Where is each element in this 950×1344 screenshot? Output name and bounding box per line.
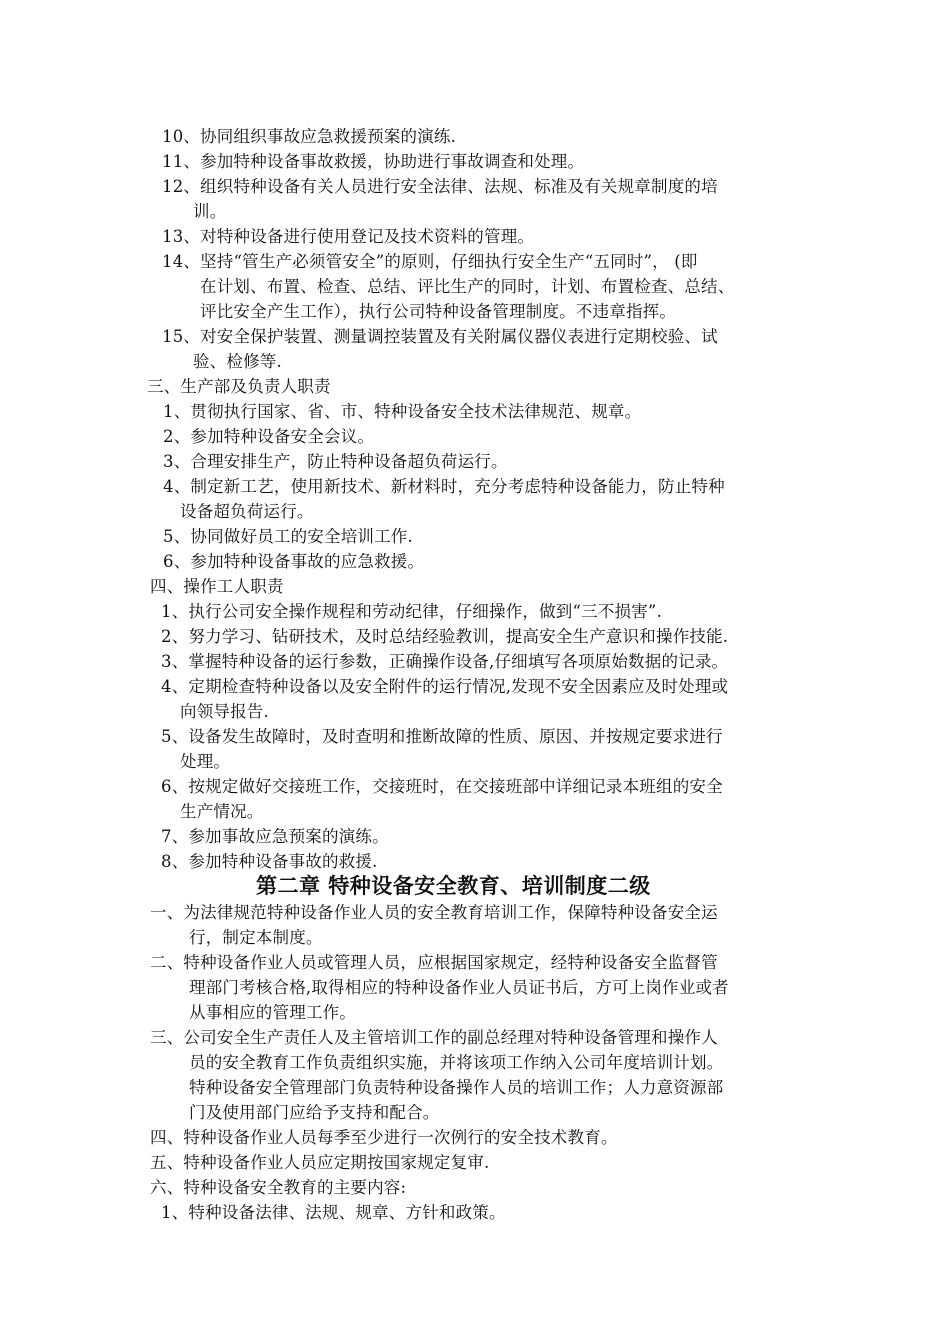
text-line: 验、检修等. xyxy=(193,352,282,371)
text-line: 生产情况。 xyxy=(180,802,264,821)
text-line: 评比安全产生工作），执行公司特种设备管理制度。不违章指挥。 xyxy=(200,302,677,321)
text-line: 8、参加特种设备事故的救援. xyxy=(161,852,378,871)
chapter-heading: 第二章 特种设备安全教育、培训制度二级 xyxy=(256,873,651,898)
text-line: 3、掌握特种设备的运行参数，正确操作设备,仔细填写各项原始数据的记录。 xyxy=(161,652,729,671)
text-line: 5、设备发生故障时，及时查明和推断故障的性质、原因、并按规定要求进行 xyxy=(161,727,723,746)
text-line: 四、特种设备作业人员每季至少进行一次例行的安全技术教育。 xyxy=(150,1128,618,1147)
text-line: 10、协同组织事故应急救援预案的演练. xyxy=(162,127,457,146)
text-line: 一、为法律规范特种设备作业人员的安全教育培训工作，保障特种设备安全运 xyxy=(150,903,718,922)
text-line: 训。 xyxy=(193,202,227,221)
text-line: 门及使用部门应给予支持和配合。 xyxy=(189,1103,440,1122)
text-line: 15、对安全保护装置、测量调控装置及有关附属仪器仪表进行定期校验、试 xyxy=(162,327,718,346)
text-line: 4、制定新工艺，使用新技术、新材料时，充分考虑特种设备能力，防止特种 xyxy=(163,477,725,496)
text-line: 六、特种设备安全教育的主要内容: xyxy=(150,1178,407,1197)
text-line: 1、贯彻执行国家、省、市、特种设备安全技术法律规范、规章。 xyxy=(163,402,642,421)
text-line: 5、协同做好员工的安全培训工作. xyxy=(163,527,413,546)
text-line: 3、合理安排生产，防止特种设备超负荷运行。 xyxy=(163,452,508,471)
text-line: 理部门考核合格,取得相应的特种设备作业人员证书后，方可上岗作业或者 xyxy=(189,978,729,997)
section-heading: 三、生产部及负责人职责 xyxy=(147,377,331,396)
text-line: 行，制定本制度。 xyxy=(189,928,323,947)
text-line: 4、定期检查特种设备以及安全附件的运行情况,发现不安全因素应及时处理或 xyxy=(161,677,729,696)
text-line: 7、参加事故应急预案的演练。 xyxy=(161,827,389,846)
section-heading: 四、操作工人职责 xyxy=(150,577,284,596)
text-line: 在计划、布置、检查、总结、评比生产的同时，计划、布置检查、总结、 xyxy=(200,277,735,296)
text-line: 设备超负荷运行。 xyxy=(180,502,314,521)
text-line: 从事相应的管理工作。 xyxy=(189,1003,356,1022)
text-line: 6、参加特种设备事故的应急救援。 xyxy=(163,552,425,571)
text-line: 处理。 xyxy=(180,752,231,771)
text-line: 13、对特种设备进行使用登记及技术资料的管理。 xyxy=(162,227,535,246)
text-line: 2、努力学习、钻研技术，及时总结经验教训，提高安全生产意识和操作技能. xyxy=(161,627,729,646)
text-line: 1、特种设备法律、法规、规章、方针和政策。 xyxy=(161,1203,506,1222)
text-line: 12、组织特种设备有关人员进行安全法律、法规、标准及有关规章制度的培 xyxy=(162,177,718,196)
text-line: 向领导报告. xyxy=(180,702,269,721)
text-line: 员的安全教育工作负责组织实施，并将该项工作纳入公司年度培训计划。 xyxy=(189,1053,724,1072)
text-line: 1、执行公司安全操作规程和劳动纪律，仔细操作，做到“三不损害”. xyxy=(161,602,663,621)
text-line: 2、参加特种设备安全会议。 xyxy=(163,427,375,446)
text-line: 三、公司安全生产责任人及主管培训工作的副总经理对特种设备管理和操作人 xyxy=(150,1028,718,1047)
text-line: 五、特种设备作业人员应定期按国家规定复审. xyxy=(150,1153,490,1172)
text-line: 14、坚持“管生产必须管安全”的原则，仔细执行安全生产“五同时”， (即 xyxy=(162,252,698,271)
text-line: 特种设备安全管理部门负责特种设备操作人员的培训工作；人力意资源部 xyxy=(189,1078,724,1097)
text-line: 二、特种设备作业人员或管理人员，应根据国家规定，经特种设备安全监督管 xyxy=(150,953,718,972)
text-line: 6、按规定做好交接班工作，交接班时，在交接班部中详细记录本班组的安全 xyxy=(161,777,723,796)
text-line: 11、参加特种设备事故救援，协助进行事故调查和处理。 xyxy=(162,152,585,171)
